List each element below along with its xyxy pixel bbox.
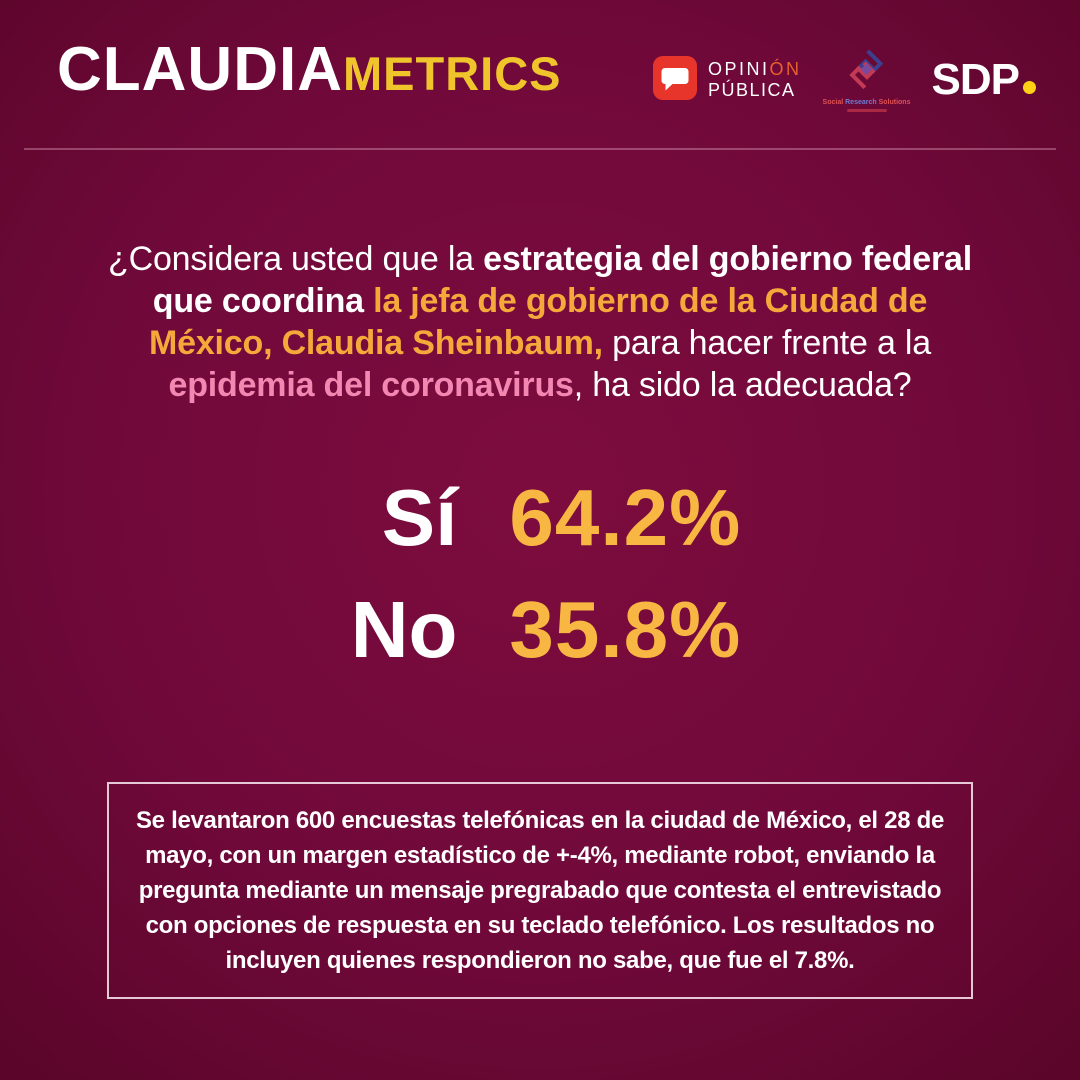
question-segment-highlight-yellow: la jefa de gobierno de la Ciudad de México, Claudia Sheinbaum, bbox=[149, 282, 928, 362]
opinion-publica-logo bbox=[652, 55, 802, 106]
question-segment: estrategia del gobierno federal que coordina bbox=[152, 240, 972, 320]
opinion-orange-part: ÓN bbox=[769, 59, 802, 79]
srs-subline-bar bbox=[847, 109, 887, 112]
methodology-text: Se levantaron 600 encuestas telefónicas en la ciudad de México, el 28 de mayo, con un margen estadístico de +-4%, mediante robot, enviando la pregunta mediante un mensaje pregrabado que contesta el entrevistado con opciones de respuesta en su teclado telefónico. Los resultados no incluyen quienes respondieron no sabe, que fue el 7.8%. bbox=[135, 807, 945, 974]
srs-diamond-icon bbox=[838, 48, 896, 99]
publica-line: PÚBLICA bbox=[708, 80, 796, 100]
question-segment: ¿Considera usted que la bbox=[108, 240, 484, 278]
brand-claudia-text: CLAUDIA bbox=[57, 35, 343, 104]
social-research-solutions-logo bbox=[822, 48, 911, 112]
partner-logos bbox=[652, 48, 1036, 112]
sdp-logo bbox=[932, 55, 1036, 105]
result-label-no: No bbox=[350, 585, 458, 674]
poll-results bbox=[351, 472, 741, 676]
question-segment: para hacer frente a la bbox=[612, 324, 931, 362]
question-segment: , ha sido la adecuada? bbox=[573, 366, 912, 404]
poll-question bbox=[90, 238, 990, 406]
srs-word1: Social bbox=[822, 99, 844, 106]
result-value-si: 64.2% bbox=[509, 473, 742, 562]
opinion-line bbox=[708, 59, 802, 80]
opinion-publica-wordmark bbox=[708, 59, 802, 101]
brand-metrics-text: METRICS bbox=[342, 47, 562, 100]
srs-word2: Research bbox=[843, 99, 879, 106]
sdp-wordmark: SDP bbox=[931, 55, 1019, 104]
question-segment-highlight-pink: epidemia del coronavirus bbox=[168, 366, 574, 404]
srs-word3: Solutions bbox=[878, 99, 911, 106]
opinion-white-part: OPINI bbox=[708, 59, 770, 79]
header-divider bbox=[24, 148, 1056, 150]
result-value-no: 35.8% bbox=[509, 585, 742, 674]
result-label-si: Sí bbox=[381, 473, 458, 562]
methodology-box bbox=[107, 782, 973, 999]
srs-caption bbox=[823, 99, 911, 107]
sdp-dot-icon bbox=[1023, 81, 1036, 94]
speech-bubble-icon bbox=[652, 55, 698, 106]
brand-title bbox=[57, 34, 561, 105]
